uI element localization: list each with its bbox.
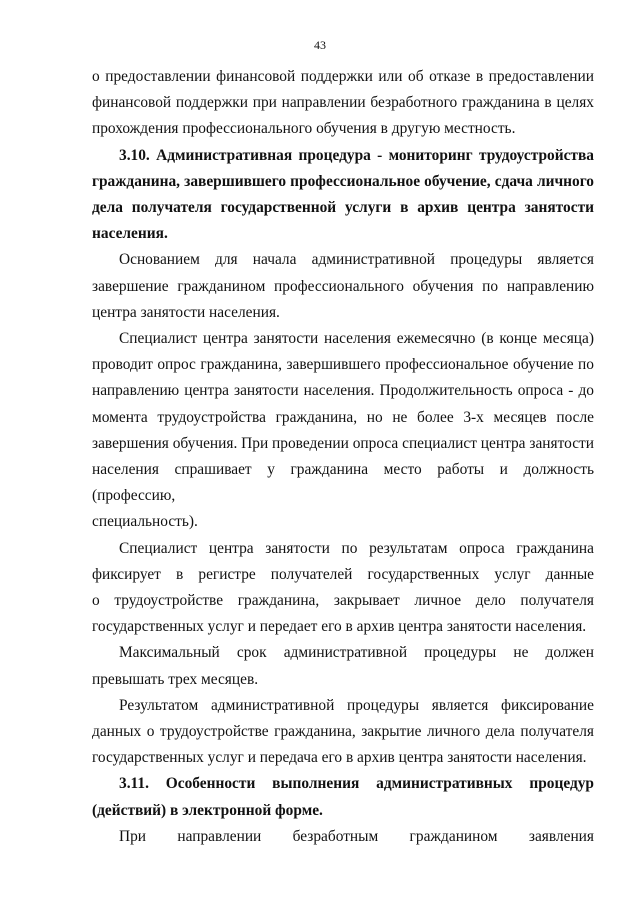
- text-line: центра занятости населения.: [92, 303, 280, 321]
- text-line: Специалист центра занятости населения ежемесячно (в конце месяца): [119, 330, 594, 348]
- text-line: населения спрашивает у гражданина место работы и должность (профессию,: [92, 461, 594, 505]
- text-line: фиксирует в регистре получателей государственных услуг данные: [92, 565, 594, 583]
- text-line: прохождения профессионального обучения в другую местность.: [92, 120, 516, 138]
- paragraph-p2: [92, 143, 594, 248]
- text-line: финансовой поддержки при направлении безработного гражданина в целях: [92, 94, 594, 112]
- paragraph-p1: [92, 64, 594, 143]
- paragraph-p4: [92, 326, 594, 536]
- paragraph-p3: [92, 247, 594, 326]
- text-line: государственных услуг и передает его в архив центра занятости населения.: [92, 618, 587, 636]
- text-line: завершение гражданином профессионального обучения по направлению: [92, 277, 594, 295]
- text-line: момента трудоустройства гражданина, но не более 3-х месяцев после: [92, 408, 594, 426]
- text-line: специальность).: [92, 513, 198, 531]
- page-number: 43: [314, 38, 326, 52]
- text-line: 3.11. Особенности выполнения административных процедур: [119, 775, 594, 793]
- paragraph-p5: [92, 536, 594, 641]
- text-line: населения.: [92, 225, 168, 243]
- paragraph-p7: [92, 693, 594, 772]
- text-line: направлению центра занятости населения. Продолжительность опроса - до: [92, 382, 594, 400]
- text-line: (действий) в электронной форме.: [92, 801, 323, 819]
- text-line: 3.10. Административная процедура - мониторинг трудоустройства: [119, 146, 594, 164]
- paragraph-p8: [92, 771, 594, 823]
- text-line: завершения обучения. При проведении опроса специалист центра занятости: [92, 434, 594, 452]
- text-line: данных о трудоустройстве гражданина, закрытие личного дела получателя: [92, 723, 594, 741]
- text-line: Результатом административной процедуры является фиксирование: [119, 696, 594, 714]
- text-line: превышать трех месяцев.: [92, 670, 259, 688]
- text-line: Максимальный срок административной процедуры не должен: [119, 644, 594, 662]
- text-line: Основанием для начала административной процедуры является: [119, 251, 594, 269]
- text-line: проводит опрос гражданина, завершившего профессиональное обучение по: [92, 356, 594, 374]
- text-line: о предоставлении финансовой поддержки или об отказе в предоставлении: [92, 68, 594, 85]
- text-line: дела получателя государственной услуги в архив центра занятости: [92, 199, 594, 217]
- paragraph-p6: [92, 640, 594, 692]
- paragraph-p9: [92, 824, 594, 850]
- text-line: гражданина, завершившего профессиональное обучение, сдача личного: [92, 172, 594, 190]
- text-line: о трудоустройстве гражданина, закрывает личное дело получателя: [92, 592, 594, 610]
- text-line: При направлении безработным гражданином заявления: [119, 827, 594, 845]
- document-body: [92, 64, 594, 850]
- text-line: Специалист центра занятости по результатам опроса гражданина: [119, 539, 594, 557]
- text-line: государственных услуг и передача его в архив центра занятости населения.: [92, 749, 587, 767]
